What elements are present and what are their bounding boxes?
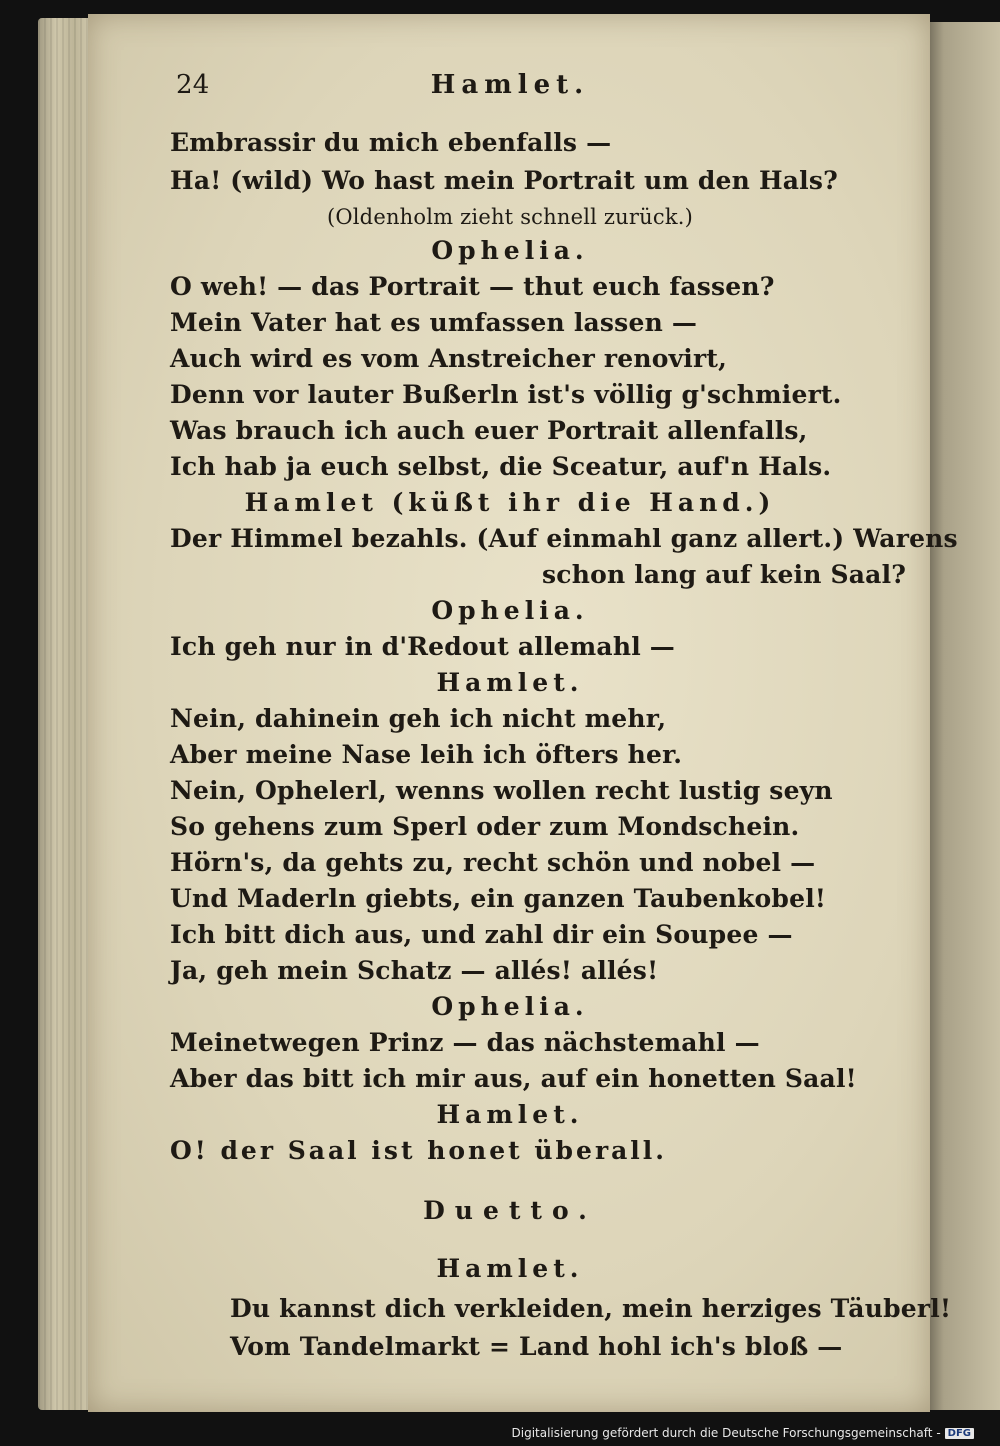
speaker-name: Hamlet. bbox=[436, 1254, 584, 1283]
digitization-credit bbox=[512, 1426, 975, 1440]
page-number: 24 bbox=[176, 70, 210, 100]
verse-line: O weh! — das Portrait — thut euch fassen? bbox=[170, 272, 775, 301]
verse-line: Ich geh nur in d'Redout allemahl — bbox=[170, 632, 675, 661]
verse-line: Embrassir du mich ebenfalls — bbox=[170, 128, 612, 157]
verse-line: Hörn's, da gehts zu, recht schön und nobel — bbox=[170, 848, 816, 877]
stage-direction: (Oldenholm zieht schnell zurück.) bbox=[326, 205, 694, 229]
speaker-name: Hamlet. bbox=[436, 1100, 584, 1129]
verse-line: Denn vor lauter Bußerln ist's völlig g'schmiert. bbox=[170, 380, 842, 409]
credit-text: Digitalisierung gefördert durch die Deutsche Forschungsgemeinschaft - bbox=[511, 1426, 941, 1440]
speaker-name: Ophelia. bbox=[431, 596, 589, 625]
verse-line: Ich bitt dich aus, und zahl dir ein Soupee — bbox=[170, 920, 793, 949]
verse-line: Mein Vater hat es umfassen lassen — bbox=[170, 308, 698, 337]
speaker-name: Hamlet (küßt ihr die Hand.) bbox=[244, 488, 776, 517]
section-heading: Duetto. bbox=[423, 1196, 597, 1225]
facing-page-edge bbox=[925, 22, 1000, 1410]
speaker-name: Ophelia. bbox=[431, 992, 589, 1021]
verse-line: Nein, Ophelerl, wenns wollen recht lustig seyn bbox=[170, 776, 833, 805]
verse-line: Aber das bitt ich mir aus, auf ein honetten Saal! bbox=[170, 1064, 857, 1093]
dfg-logo: DFG bbox=[945, 1428, 974, 1439]
verse-line: Ha! (wild) Wo hast mein Portrait um den Hals? bbox=[170, 166, 838, 195]
speaker-name: Hamlet. bbox=[436, 668, 584, 697]
verse-line: Auch wird es vom Anstreicher renovirt, bbox=[170, 344, 728, 373]
verse-line: Aber meine Nase leih ich öfters her. bbox=[170, 740, 683, 769]
verse-line: Meinetwegen Prinz — das nächstemahl — bbox=[170, 1028, 760, 1057]
verse-line: schon lang auf kein Saal? bbox=[542, 560, 907, 589]
verse-line: Vom Tandelmarkt = Land hohl ich's bloß — bbox=[230, 1332, 843, 1361]
verse-line: Und Maderln giebts, ein ganzen Taubenkobel! bbox=[170, 884, 827, 913]
verse-line: Du kannst dich verkleiden, mein herziges Täuberl! bbox=[230, 1294, 952, 1323]
speaker-name: Ophelia. bbox=[431, 236, 589, 265]
verse-line: Was brauch ich auch euer Portrait allenfalls, bbox=[170, 416, 808, 445]
verse-line: So gehens zum Sperl oder zum Mondschein. bbox=[170, 812, 800, 841]
verse-line: Nein, dahinein geh ich nicht mehr, bbox=[170, 704, 667, 733]
verse-line: O! der Saal ist honet überall. bbox=[170, 1136, 668, 1165]
verse-line: Ja, geh mein Schatz — allés! allés! bbox=[170, 956, 659, 985]
verse-line: Ich hab ja euch selbst, die Sceatur, auf'n Hals. bbox=[170, 452, 832, 481]
verse-line: Der Himmel bezahls. (Auf einmahl ganz allert.) Warens bbox=[170, 524, 958, 553]
running-title: Hamlet. bbox=[430, 70, 590, 100]
